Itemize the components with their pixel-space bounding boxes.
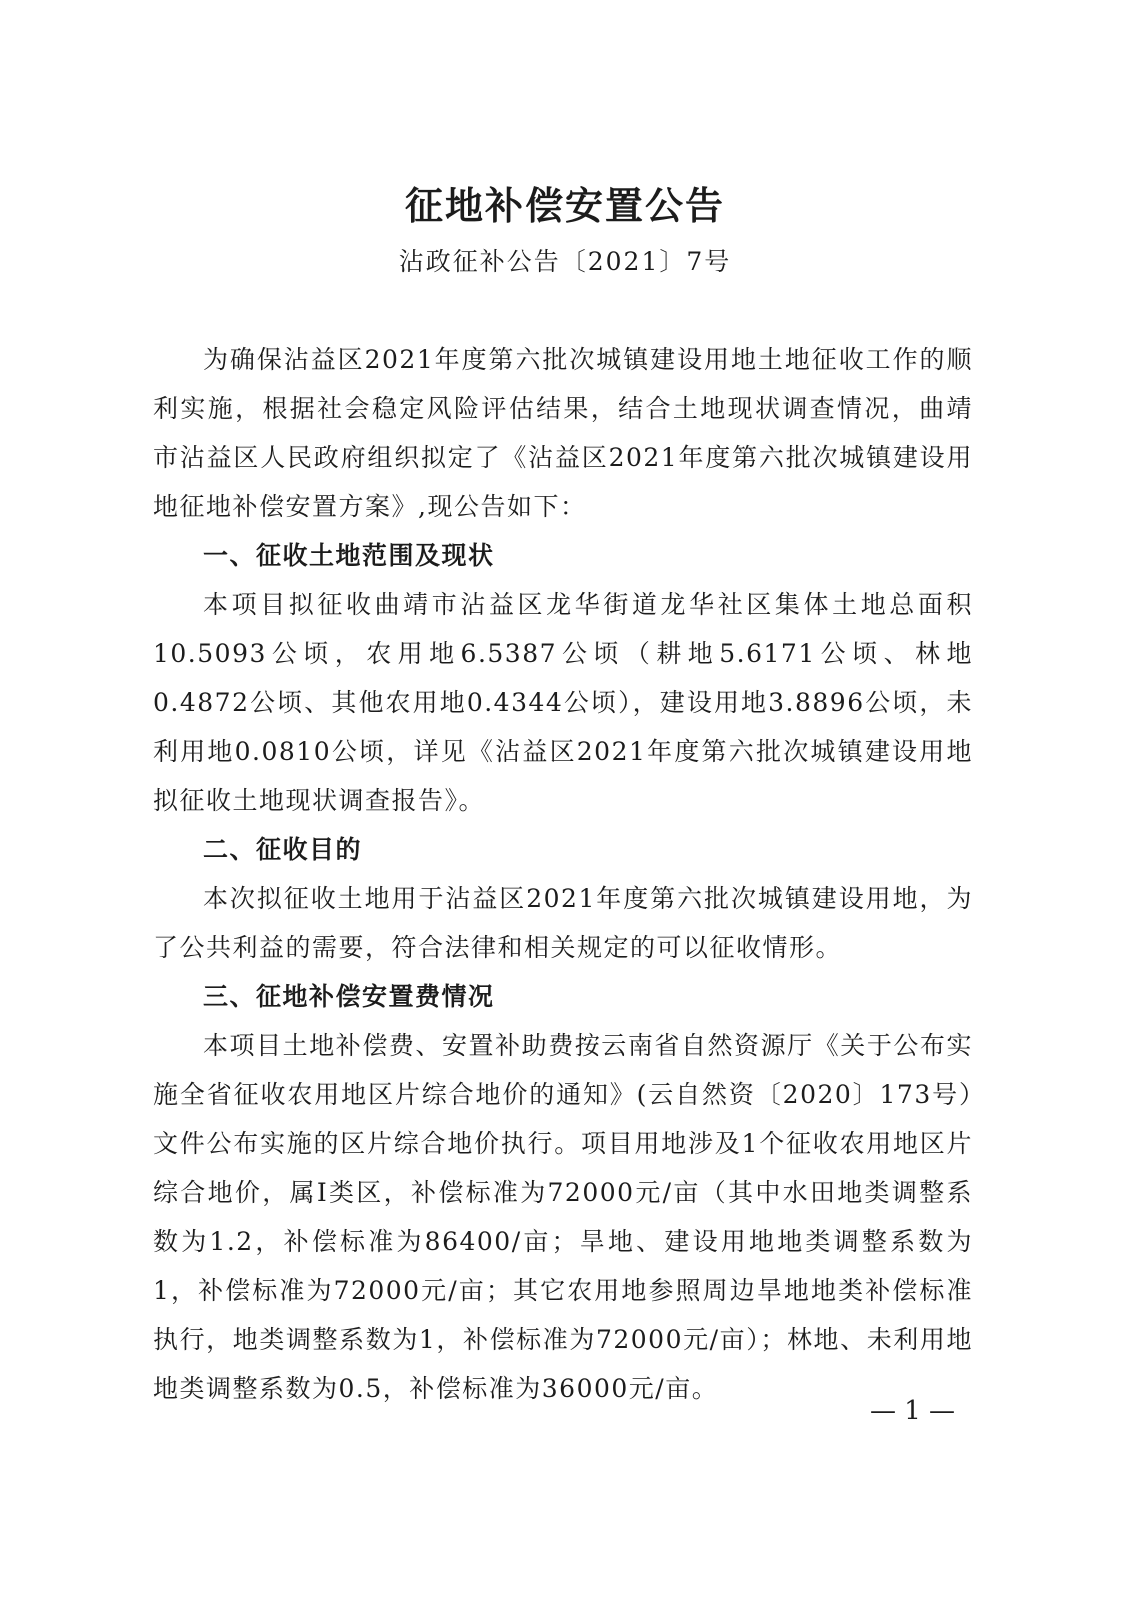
section-text-purpose: 本次拟征收土地用于沾益区2021年度第六批次城镇建设用地，为了公共利益的需要，符合法律和相关规定的可以征收情形。 [153,884,973,962]
section-text-compensation: 本项目土地补偿费、安置补助费按云南省自然资源厅《关于公布实施全省征收农用地区片综合地价的通知》(云自然资〔2020〕173号）文件公布实施的区片综合地价执行。项目用地涉及1个征收农用地区片综合地价，属Ⅰ类区，补偿标准为72000元/亩（其中水田地类调整系数为1.2，补偿标准为86400/亩；旱地、建设用地地类调整系数为1，补偿标准为72000元/亩；其它农用地参照周边旱地地类补偿标准执行，地类调整系数为1，补偿标准为72000元/亩）；林地、未利用地地类调整系数为0.5，补偿标准为36000元/亩。 [153,1031,973,1403]
section-text-scope: 本项目拟征收曲靖市沾益区龙华街道龙华社区集体土地总面积10.5093公顷，农用地6.5387公顷（耕地5.6171公顷、林地0.4872公顷、其他农用地0.4344公顷），建设用地3.8896公顷，未利用地0.0810公顷，详见《沾益区2021年度第六批次城镇建设用地拟征收土地现状调查报告》。 [153,590,973,815]
page-number: — 1 — [869,1396,956,1426]
intro-paragraph: 为确保沾益区2021年度第六批次城镇建设用地土地征收工作的顺利实施，根据社会稳定风险评估结果，结合土地现状调查情况，曲靖市沾益区人民政府组织拟定了《沾益区2021年度第六批次城镇建设用地征地补偿安置方案》,现公告如下： [153,345,973,521]
document-number: 沾政征补公告〔2021〕7号 [398,247,732,276]
section-heading-purpose: 二、征收目的 [203,835,363,864]
section-heading-scope: 一、征收土地范围及现状 [203,541,495,570]
document-body [153,335,973,1413]
document-title: 征地补偿安置公告 [404,184,725,228]
section-heading-compensation: 三、征地补偿安置费情况 [203,982,495,1011]
